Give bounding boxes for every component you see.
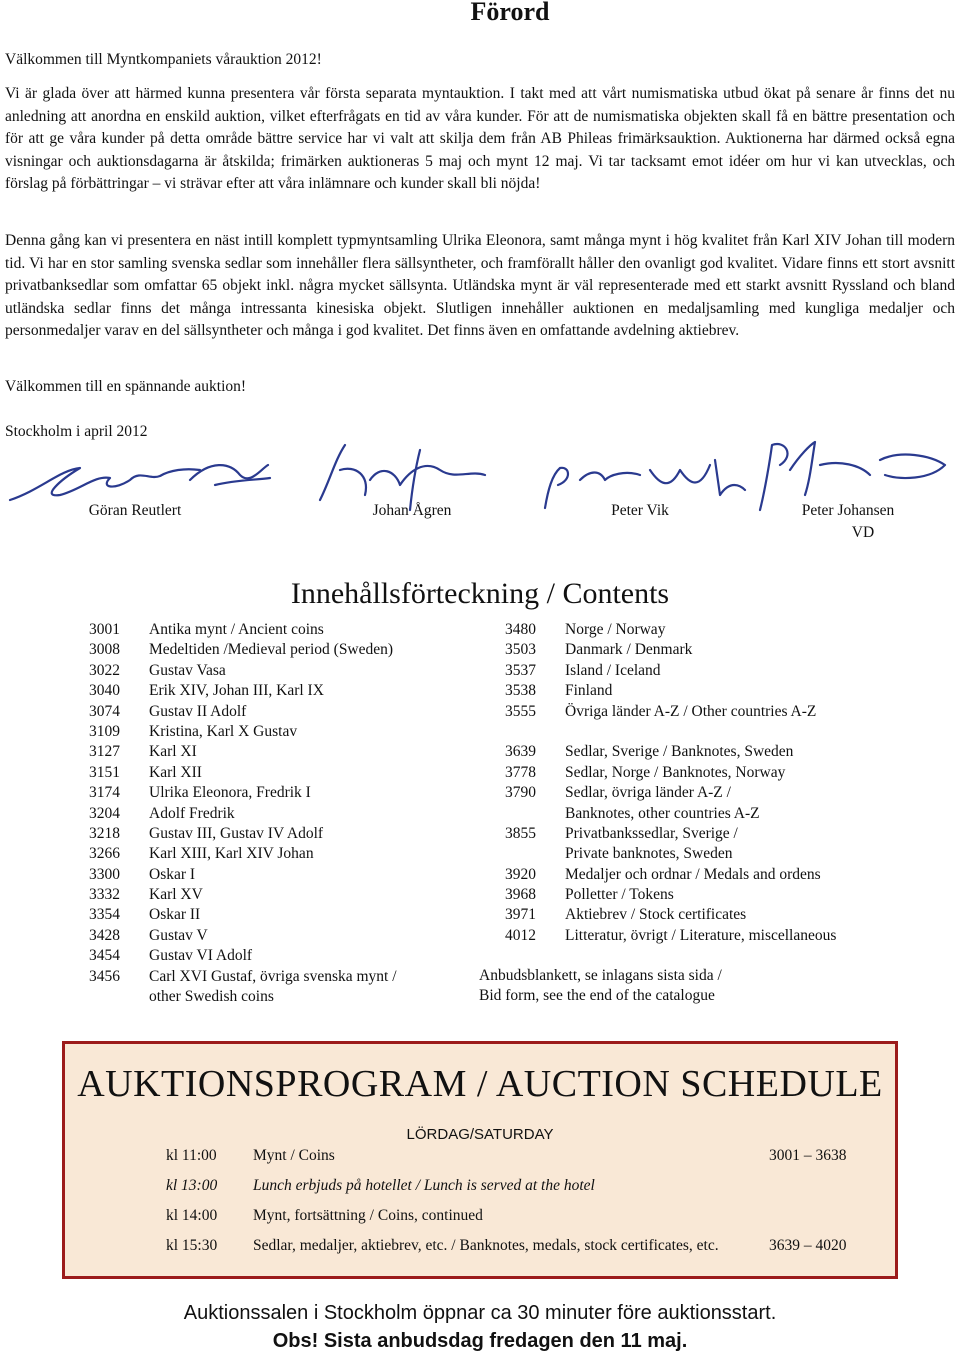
intro-paragraph-1: Vi är glada över att härmed kunna presentera vår första separata myntauktion. I takt med att vårt numismatiska utbud ökat på senare år finns det nu anledning att anordna en enskild auktion, vilket efterfrågats en tid av våra kunder. För att de numismatiska objekten skall få en bättre presentation och för att ge våra kunder på detta område bättre service har vi valt att skilja dem från AB Phileas frimärksauktion. Auktionerna har därmed också egna visningar och auktionsdagarna är åtskilda; frimärken auktioneras 5 maj och mynt 12 maj. Vi tar tacksamt emot idéer om hur vi kan utvecklas, och förslag på förbättringar – vi strävar efter att våra inlämnare och kunder skall bli nöjda! bbox=[5, 85, 955, 192]
contents-row bbox=[89, 804, 489, 824]
bid-form-note-line-2: Bid form, see the end of the catalogue bbox=[479, 987, 715, 1005]
contents-row bbox=[89, 722, 489, 742]
lot-number: 3968 bbox=[505, 886, 536, 904]
lot-number: 3040 bbox=[89, 682, 120, 700]
section-label: Privatbankssedlar, Sverige / bbox=[565, 824, 738, 842]
signature-goran bbox=[10, 465, 270, 500]
section-label: Ulrika Eleonora, Fredrik I bbox=[149, 784, 311, 802]
lot-number: 3428 bbox=[89, 926, 120, 944]
lot-number: 3022 bbox=[89, 661, 120, 679]
section-label: Adolf Fredrik bbox=[149, 804, 235, 822]
section-label: Norge / Norway bbox=[565, 621, 666, 638]
contents-row bbox=[89, 661, 489, 681]
schedule-time: kl 14:00 bbox=[166, 1207, 218, 1224]
section-label: Private banknotes, Sweden bbox=[565, 845, 733, 863]
lot-number: 3300 bbox=[89, 865, 120, 883]
lot-number: 3218 bbox=[89, 824, 120, 842]
closing-text: Välkommen till en spännande auktion! bbox=[5, 378, 247, 395]
section-label: Oskar II bbox=[149, 906, 201, 924]
section-label: Karl XIII, Karl XIV Johan bbox=[149, 845, 314, 863]
lot-number: 3971 bbox=[505, 906, 536, 924]
section-label: Övriga länder A-Z / Other countries A-Z bbox=[565, 702, 817, 720]
section-label: Carl XVI Gustaf, övriga svenska mynt / bbox=[149, 967, 397, 985]
section-label: Oskar I bbox=[149, 865, 196, 883]
section-label: other Swedish coins bbox=[149, 988, 274, 1006]
contents-row bbox=[89, 987, 489, 1007]
signatory-name: Peter Vik bbox=[611, 502, 669, 519]
contents-row bbox=[89, 967, 489, 987]
contents-row bbox=[89, 620, 489, 640]
section-label: Litteratur, övrigt / Literature, miscellaneous bbox=[565, 926, 837, 944]
welcome-text: Välkommen till Myntkompaniets vårauktion 2012! bbox=[5, 51, 322, 68]
schedule-row bbox=[65, 1177, 895, 1199]
auction-schedule-box bbox=[62, 1041, 898, 1279]
schedule-row bbox=[65, 1147, 895, 1169]
contents-row bbox=[505, 763, 945, 783]
schedule-description: Lunch erbjuds på hotellet / Lunch is served at the hotel bbox=[253, 1177, 595, 1194]
schedule-title: AUKTIONSPROGRAM / AUCTION SCHEDULE bbox=[77, 1063, 883, 1105]
signatory-1 bbox=[80, 500, 190, 522]
section-label: Aktiebrev / Stock certificates bbox=[565, 906, 747, 924]
schedule-lot-range: 3001 – 3638 bbox=[769, 1147, 847, 1164]
contents-row bbox=[505, 865, 945, 885]
lot-number: 3332 bbox=[89, 886, 120, 904]
lot-number: 3778 bbox=[505, 763, 536, 781]
contents-row bbox=[89, 844, 489, 864]
section-label: Sedlar, Norge / Banknotes, Norway bbox=[565, 763, 786, 781]
contents-row bbox=[505, 661, 945, 681]
schedule-description: Sedlar, medaljer, aktiebrev, etc. / Banknotes, medals, stock certificates, etc. bbox=[253, 1237, 719, 1254]
section-label: Erik XIV, Johan III, Karl IX bbox=[149, 682, 324, 700]
contents-row bbox=[89, 783, 489, 803]
schedule-row bbox=[65, 1237, 895, 1259]
schedule-day: LÖRDAG/SATURDAY bbox=[406, 1126, 554, 1143]
lot-number: 3538 bbox=[505, 682, 536, 700]
section-label: Gustav Vasa bbox=[149, 661, 226, 679]
contents-row bbox=[505, 844, 945, 864]
section-label: Kristina, Karl X Gustav bbox=[149, 722, 298, 740]
lot-number: 3001 bbox=[89, 621, 120, 638]
contents-row bbox=[505, 926, 945, 946]
schedule-time: kl 13:00 bbox=[166, 1177, 218, 1194]
section-label: Polletter / Tokens bbox=[565, 886, 674, 904]
signatory-3 bbox=[598, 500, 682, 522]
bid-form-note bbox=[479, 966, 722, 1007]
page-title: Förord bbox=[470, 0, 550, 26]
lot-number: 4012 bbox=[505, 926, 536, 944]
section-label: Medeltiden /Medieval period (Sweden) bbox=[149, 641, 394, 659]
contents-row bbox=[505, 885, 945, 905]
contents-row bbox=[505, 824, 945, 844]
signatory-name: Johan Ågren bbox=[372, 502, 452, 519]
footer-opening-note: Auktionssalen i Stockholm öppnar ca 30 minuter före auktionsstart. bbox=[183, 1302, 777, 1324]
section-label: Sedlar, övriga länder A-Z / bbox=[565, 784, 731, 802]
contents-row bbox=[505, 804, 945, 824]
contents-row bbox=[89, 905, 489, 925]
schedule-lot-range: 3639 – 4020 bbox=[769, 1237, 847, 1254]
lot-number: 3454 bbox=[89, 947, 120, 965]
contents-row bbox=[89, 702, 489, 722]
section-label: Danmark / Denmark bbox=[565, 641, 693, 659]
section-label: Gustav III, Gustav IV Adolf bbox=[149, 824, 324, 842]
lot-number: 3074 bbox=[89, 702, 120, 720]
section-label: Medaljer och ordnar / Medals and ordens bbox=[565, 865, 821, 883]
contents-row bbox=[89, 946, 489, 966]
place-date-text: Stockholm i april 2012 bbox=[5, 423, 148, 440]
schedule-time: kl 15:30 bbox=[166, 1237, 218, 1254]
contents-row bbox=[89, 824, 489, 844]
contents-row bbox=[89, 885, 489, 905]
contents-row bbox=[505, 702, 945, 722]
contents-title: Innehållsförteckning / Contents bbox=[290, 577, 670, 610]
lot-number: 3639 bbox=[505, 743, 536, 761]
contents-row bbox=[89, 681, 489, 701]
schedule-row bbox=[65, 1207, 895, 1229]
signatory-names bbox=[0, 500, 960, 546]
section-label: Sedlar, Sverige / Banknotes, Sweden bbox=[565, 743, 794, 761]
footer-deadline-note: Obs! Sista anbudsdag fredagen den 11 maj. bbox=[272, 1330, 688, 1352]
contents-row bbox=[505, 742, 945, 762]
signatory-name: Göran Reutlert bbox=[88, 502, 182, 519]
contents-row bbox=[505, 640, 945, 660]
contents-row bbox=[505, 722, 945, 742]
lot-number: 3503 bbox=[505, 641, 536, 659]
signatory-name: Peter Johansen bbox=[801, 502, 895, 519]
contents-row bbox=[505, 905, 945, 925]
lot-number: 3354 bbox=[89, 906, 120, 924]
contents-row bbox=[505, 681, 945, 701]
contents-row bbox=[89, 763, 489, 783]
signatory-role: VD bbox=[851, 524, 875, 541]
lot-number: 3480 bbox=[505, 621, 536, 638]
section-label: Antika mynt / Ancient coins bbox=[149, 621, 324, 638]
contents-row bbox=[505, 620, 945, 640]
section-label: Island / Iceland bbox=[565, 661, 661, 679]
lot-number: 3151 bbox=[89, 763, 120, 781]
lot-number: 3174 bbox=[89, 784, 120, 802]
section-label: Banknotes, other countries A-Z bbox=[565, 804, 760, 822]
lot-number: 3109 bbox=[89, 722, 120, 740]
lot-number: 3555 bbox=[505, 702, 536, 720]
signatory-2 bbox=[362, 500, 462, 522]
section-label: Gustav VI Adolf bbox=[149, 947, 253, 965]
lot-number: 3790 bbox=[505, 784, 536, 802]
lot-number: 3920 bbox=[505, 865, 536, 883]
contents-row bbox=[505, 783, 945, 803]
lot-number: 3266 bbox=[89, 845, 120, 863]
schedule-description: Mynt / Coins bbox=[253, 1147, 335, 1164]
section-label: Gustav II Adolf bbox=[149, 702, 247, 720]
section-label: Karl XII bbox=[149, 763, 202, 781]
lot-number: 3204 bbox=[89, 804, 120, 822]
lot-number: 3127 bbox=[89, 743, 120, 761]
lot-number: 3855 bbox=[505, 824, 536, 842]
contents-right-column bbox=[505, 620, 945, 946]
section-label: Karl XI bbox=[149, 743, 197, 761]
lot-number: 3456 bbox=[89, 967, 120, 985]
lot-number: 3537 bbox=[505, 661, 536, 679]
section-label: Finland bbox=[565, 682, 613, 700]
contents-row bbox=[89, 640, 489, 660]
section-label: Gustav V bbox=[149, 926, 208, 944]
intro-paragraph-2: Denna gång kan vi presentera en näst intill komplett typmyntsamling Ulrika Eleonora, samt många mynt i hög kvalitet från Karl XIV Johan till modern tid. Vi har en stor samling svenska sedlar som innehåller flera sällsyntheter, och framförallt håller den ovanligt god kvalitet. Vidare finns ett stort avsnitt privatbanksedlar som omfattar 65 objekt inkl. några mycket sällsynta. Utländska mynt är väl representerade med ett starkt avsnitt Ryssland och bland utländska sedlar finns det många intressanta kinesiska objekt. Slutligen innehåller auktionen en medaljsamling med kungliga medaljer och personmedaljer varav en del sällsyntheter och många i god kvalitet. Det finns även en omfattande avdelning aktiebrev. bbox=[5, 232, 955, 339]
schedule-description: Mynt, fortsättning / Coins, continued bbox=[253, 1207, 483, 1224]
signatory-4 bbox=[790, 500, 906, 544]
lot-number: 3008 bbox=[89, 641, 120, 659]
schedule-time: kl 11:00 bbox=[166, 1147, 217, 1164]
section-label: Karl XV bbox=[149, 886, 203, 904]
contents-row bbox=[89, 865, 489, 885]
contents-row bbox=[89, 742, 489, 762]
contents-row bbox=[89, 926, 489, 946]
bid-form-note-line-1: Anbudsblankett, se inlagans sista sida / bbox=[479, 967, 722, 984]
contents-left-column bbox=[89, 620, 489, 1007]
